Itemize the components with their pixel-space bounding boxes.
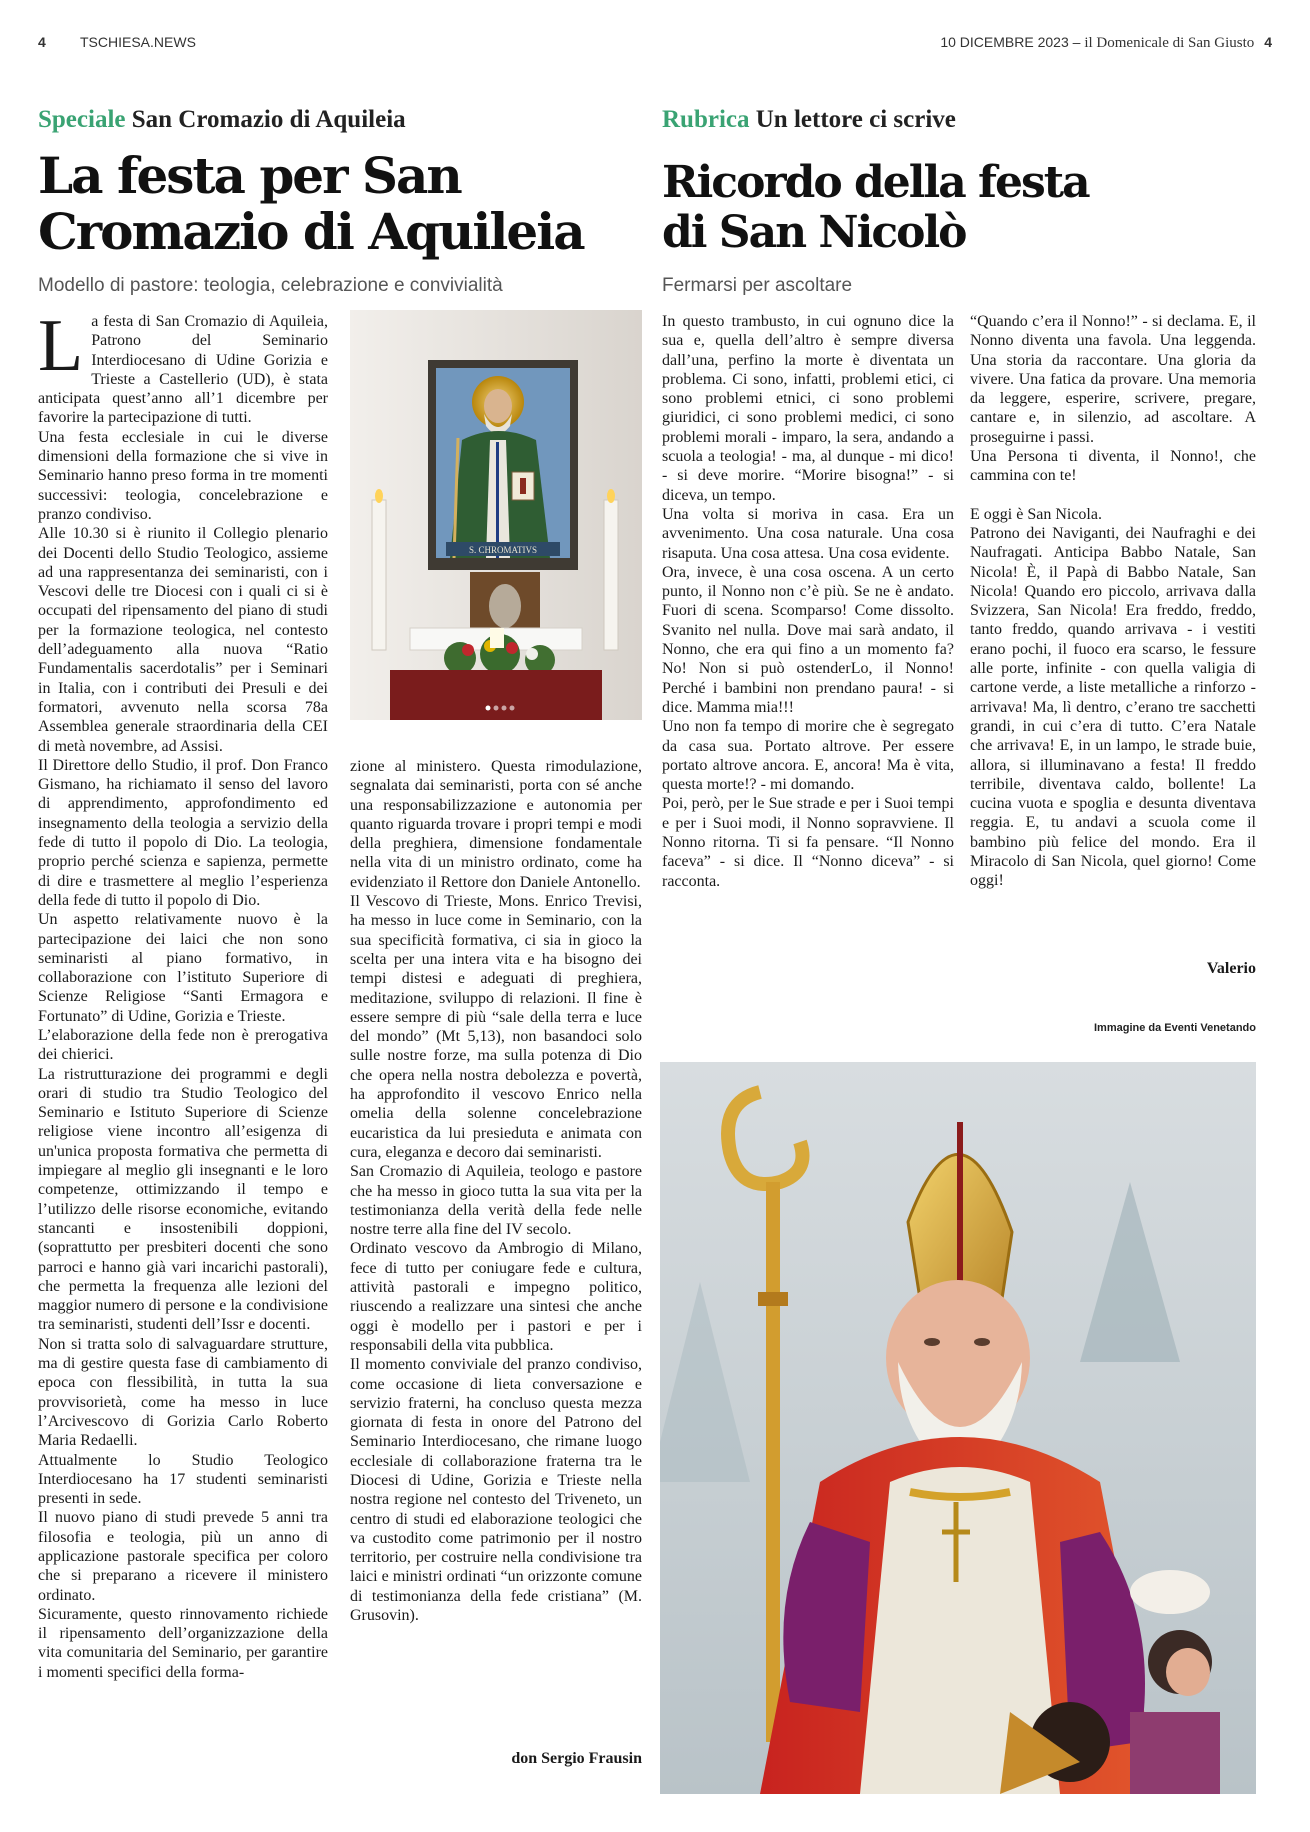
title-line: Ricordo della festa xyxy=(662,157,1089,208)
icon-inscription: S. CHROMATIVS xyxy=(468,545,538,555)
right-kicker xyxy=(662,106,956,134)
kicker-label: Speciale xyxy=(38,106,126,133)
header-separator: – xyxy=(1072,34,1081,50)
dropcap: L xyxy=(38,312,84,387)
paragraph: zione al ministero. Questa rimodulazione, segnalata dai seminaristi, porta con sé anche una responsabilizzazione e autonomia per quanto riguarda trovare i propri tempi e modi della preghiera, dimensione fondamentale nella vita di un ministro ordinato, come ha evidenziato il Rettore don Daniele Antonello. xyxy=(350,758,642,891)
page-number-left: 4 xyxy=(38,34,46,50)
left-subtitle: Modello di pastore: teologia, celebrazione e convivialità xyxy=(38,275,503,296)
paragraph: Una volta si moriva in casa. Era un avvenimento. Una cosa naturale. Una cosa risaputa. Una cosa attesa. Una cosa evidente. xyxy=(662,505,954,562)
paragraph: Ordinato vescovo da Ambrogio di Milano, fece di tutto per coniugare fede e cultura, attività pastorali e impegno politico, riuscendo a realizzare una sintesi che anche oggi è modello per i pastori e per i responsabili della vita pubblica. xyxy=(350,1240,642,1354)
page-number-right: 4 xyxy=(1264,34,1272,50)
san-nicola-image xyxy=(660,1062,1256,1794)
publication-name: il Domenicale di San Giusto xyxy=(1084,35,1255,51)
paragraph: L’elaborazione della fede non è prerogativa dei chierici. xyxy=(38,1026,328,1064)
site-name: TSCHIESA.NEWS xyxy=(80,34,196,50)
paragraph: La ristrutturazione dei programmi e degli orari di studio tra Studio Teologico del Seminario e Istituto Superiore di Scienze religiose viene incontro all’esigenza di un'unica proposta formativa che permetta di impiegare al meglio gli insegnanti e le loro competenze, ottimizzando il tempo e l’utilizzo delle risorse economiche, evitando stancanti e insostenibili doppioni, (soprattutto per presbiteri docenti che sono parroci e hanno già vari incarichi pastorali), che permetta la frequenza alle lezioni del maggior numero di persone e la condivisione tra seminaristi, studenti dell’Issr e docenti. xyxy=(38,1065,328,1334)
issue-date: 10 DICEMBRE 2023 xyxy=(940,34,1069,50)
paragraph: Poi, però, per le Sue strade e per i Suoi tempi e per i Suoi modi, il Nonno sopravviene. Il Nonno ritorna. Ti si fa pensare. “Il Nonno faceva” - si dice. Il “Nonno diceva” - si racconta. xyxy=(662,795,954,890)
right-title xyxy=(662,158,1272,258)
right-signature: Valerio xyxy=(1206,960,1256,977)
title-line: La festa per San xyxy=(38,146,461,205)
header-right xyxy=(940,34,1272,52)
kicker-topic: Un lettore ci scrive xyxy=(755,106,956,133)
paragraph: Il Vescovo di Trieste, Mons. Enrico Trevisi, ha messo in luce come in Seminario, con la sua specificità formativa, ci sia in gioco la scelta per una intera vita e ha bisogno dei tempi distesi e adeguati di preghiera, meditazione, sviluppo di relazioni. Il fine è essere sempre di più “sale della terra e luce del mondo” (Mt 5,13), non basandoci solo sulle nostre forze, ma sulla potenza di Dio che opera nella nostra debolezza e povertà, ha approfondito il vescovo Enrico nella omelia della solenne concelebrazione eucaristica da lui presieduta e animata con cura, eleganza e decoro dai seminaristi. xyxy=(350,893,642,1161)
altar-image xyxy=(350,310,642,720)
paragraph: Non si tratta solo di salvaguardare strutture, ma di gestire questa fase di cambiamento di epoca con flessibilità, in tutta la sua provvisorietà, come ha messo in luce l’Arcivescovo di Gorizia Carlo Roberto Maria Redaelli. xyxy=(38,1335,328,1450)
kicker-topic: San Cromazio di Aquileia xyxy=(131,106,406,133)
left-kicker xyxy=(38,106,406,134)
paragraph: Un aspetto relativamente nuovo è la partecipazione dei laici che non sono seminaristi al piano formativo, in collaborazione con l’istituto Superiore di Scienze Religiose “Santi Ermagora e Fortunato” di Udine, Gorizia e Trieste. xyxy=(38,911,328,1025)
paragraph: “Quando c’era il Nonno!” - si declama. E, il Nonno diventa una favola. Una leggenda. Una storia da raccontare. Una gloria da vivere. Una fatica da provare. Una memoria da leggere, esperire, scrivere, pregare, cantare e, in silenzio, ad ascoltare. A proseguirne i passi. xyxy=(970,313,1256,446)
paragraph xyxy=(970,486,1256,505)
paragraph: Attualmente lo Studio Teologico Interdiocesano ha 17 studenti seminaristi presenti in sede. xyxy=(38,1451,328,1508)
paragraph: Alle 10.30 si è riunito il Collegio plenario dei Docenti dello Studio Teologico, assieme ad una rappresentanza dei seminaristi, con i Vescovi delle tre Diocesi con i quali ci si è occupati del ripensamento del piano di studi per la formazione teologica, nel contesto dell’adeguamento alla nuova “Ratio Fundamentalis sacerdotalis” per i Seminari in Italia, con i contributi dei Presuli e dei formatori, avvenuto nella scorsa 78a Assemblea generale straordinaria della CEI di metà novembre, ad Assisi. xyxy=(38,525,328,755)
paragraph: Il momento conviviale del pranzo condiviso, come occasione di lieta conversazione e servizio fraterni, ha concluso questa mezza giornata di festa in onore del Patrono del Seminario Interdiocesano, che rimane luogo ecclesiale di collaborazione fraterna tra le Diocesi di Udine, Gorizia e Trieste nella nostra regione nel contesto del Triveneto, un centro di studi ed elaborazione teologici che va custodito come patrimonio per il nostro territorio, per costruire nella condivisione tra laici e ministri ordinati “un orizzonte comune di testimonianza della fede cristiana” (M. Grusovin). xyxy=(350,1356,642,1625)
paragraph: San Cromazio di Aquileia, teologo e pastore che ha messo in gioco tutta la sua vita per la testimonianza della verità della fede nelle nostre terre alla fine del IV secolo. xyxy=(350,1163,642,1239)
image-credit: Immagine da Eventi Venetando xyxy=(1094,1022,1256,1034)
kicker-label: Rubrica xyxy=(662,106,750,133)
left-title xyxy=(38,148,658,260)
paragraph: Una festa ecclesiale in cui le diverse dimensioni della formazione che si vive in Seminario hanno preso forma in tre momenti successivi: teologia, concelebrazione e pranzo condiviso. xyxy=(38,428,328,523)
right-article-column-1 xyxy=(662,312,954,992)
paragraph: Sicuramente, questo rinnovamento richiede il ripensamento dell’organizzazione della vita comunitaria del Seminario, per garantire i momenti specifici della forma- xyxy=(38,1605,328,1681)
paragraph: Uno non fa tempo di morire che è segregato da casa sua. Portato altrove. Per essere portato altrove ancora. E, ancora! Ma è vita, questa morte!? - mi domando. xyxy=(662,718,954,794)
san-nicola-illustration xyxy=(660,1062,1256,1794)
paragraph: Patrono dei Naviganti, dei Naufraghi e dei Naufragati. Anticipa Babbo Natale, San Nicola! È, il Papà di Babbo Natale, San Nicola! Quando ero piccolo, arrivava dalla Svizzera, San Nicola! Era freddo, freddo, tanto freddo, quando arrivava - i vestiti erano pochi, il fuoco era scarso, le fessure alle porte, infinite - con quella valigia di cartone verde, a liste metalliche a rinforzo - arrivava! Ma, lì dentro, c’erano tre sacchetti grandi, in cui c’era di tutto. C’era Natale che arrivava! E, in un lampo, le strade buie, allora, si illuminavano a festa! Il freddo terribile, diventava caldo, bollente! La cucina vuota e spoglia e desunta diventava reggia. E, tu andavi a scuola come il bambino più felice del mondo. Era il Miracolo di San Nicola, quel giorno! Come oggi! xyxy=(970,524,1256,890)
cromazio-photo xyxy=(350,310,642,720)
paragraph: In questo trambusto, in cui ognuno dice la sua e, quella dell’altro è sempre diversa dall’una, perfino la morte è diventata un problema. Ci sono, infatti, problemi etici, ci sono problemi etnici, ci sono problemi giuridici, ci sono problemi medici, ci sono problemi morali - imparo, la sera, andando a scuola a teologia! - ma, al dunque - mi dico! - si deve morire. “Morire bisogna!” - si diceva, un tempo. xyxy=(662,313,954,504)
paragraph: Il Direttore dello Studio, il prof. Don Franco Gismano, ha richiamato il senso del lavoro di apprendimento, approfondimento ed insegnamento della teologia a servizio della fede di tutto il popolo di Dio. La teologia, proprio perché scienza e sapienza, permette di dire e trasmettere al meglio l’esperienza della fede di tutto il popolo di Dio. xyxy=(38,756,328,909)
right-subtitle: Fermarsi per ascoltare xyxy=(662,275,853,296)
paragraph: Ora, invece, è una cosa oscena. A un certo punto, il Nonno non c’è più. Se ne è andato. Fuori di scena. Scomparso! Come dissolto. Svanito nel nulla. Dove mai sarà andato, il Nonno, che era qui fino a un momento fa? No! Non si può ostenderLo, il Nonno! Perché i bambini non prendano paura! - si dice. Mamma mia!!! xyxy=(662,563,954,716)
left-article-column-2 xyxy=(350,757,642,1757)
paragraph: Una Persona ti diventa, il Nonno!, che cammina con te! xyxy=(970,448,1256,485)
paragraph: E oggi è San Nicola. xyxy=(970,505,1102,523)
title-line: di San Nicolò xyxy=(662,207,966,258)
left-article-column-1 xyxy=(38,312,328,1780)
right-article-column-2 xyxy=(970,312,1256,957)
title-line: Cromazio di Aquileia xyxy=(38,202,584,261)
intro-paragraph: La festa di San Cromazio di Aquileia, Patrono del Seminario Interdiocesano di Udine Gorizia e Trieste a Castellerio (UD), è stata anticipata quest’anno all’1 dicembre per favorire la partecipazione di tutti. xyxy=(38,312,328,427)
left-signature: don Sergio Frausin xyxy=(511,1750,642,1767)
paragraph: Il nuovo piano di studi prevede 5 anni tra filosofia e teologia, più un anno di applicazione pastorale specifica per coloro che si preparano a ricevere il ministero ordinato. xyxy=(38,1509,328,1604)
